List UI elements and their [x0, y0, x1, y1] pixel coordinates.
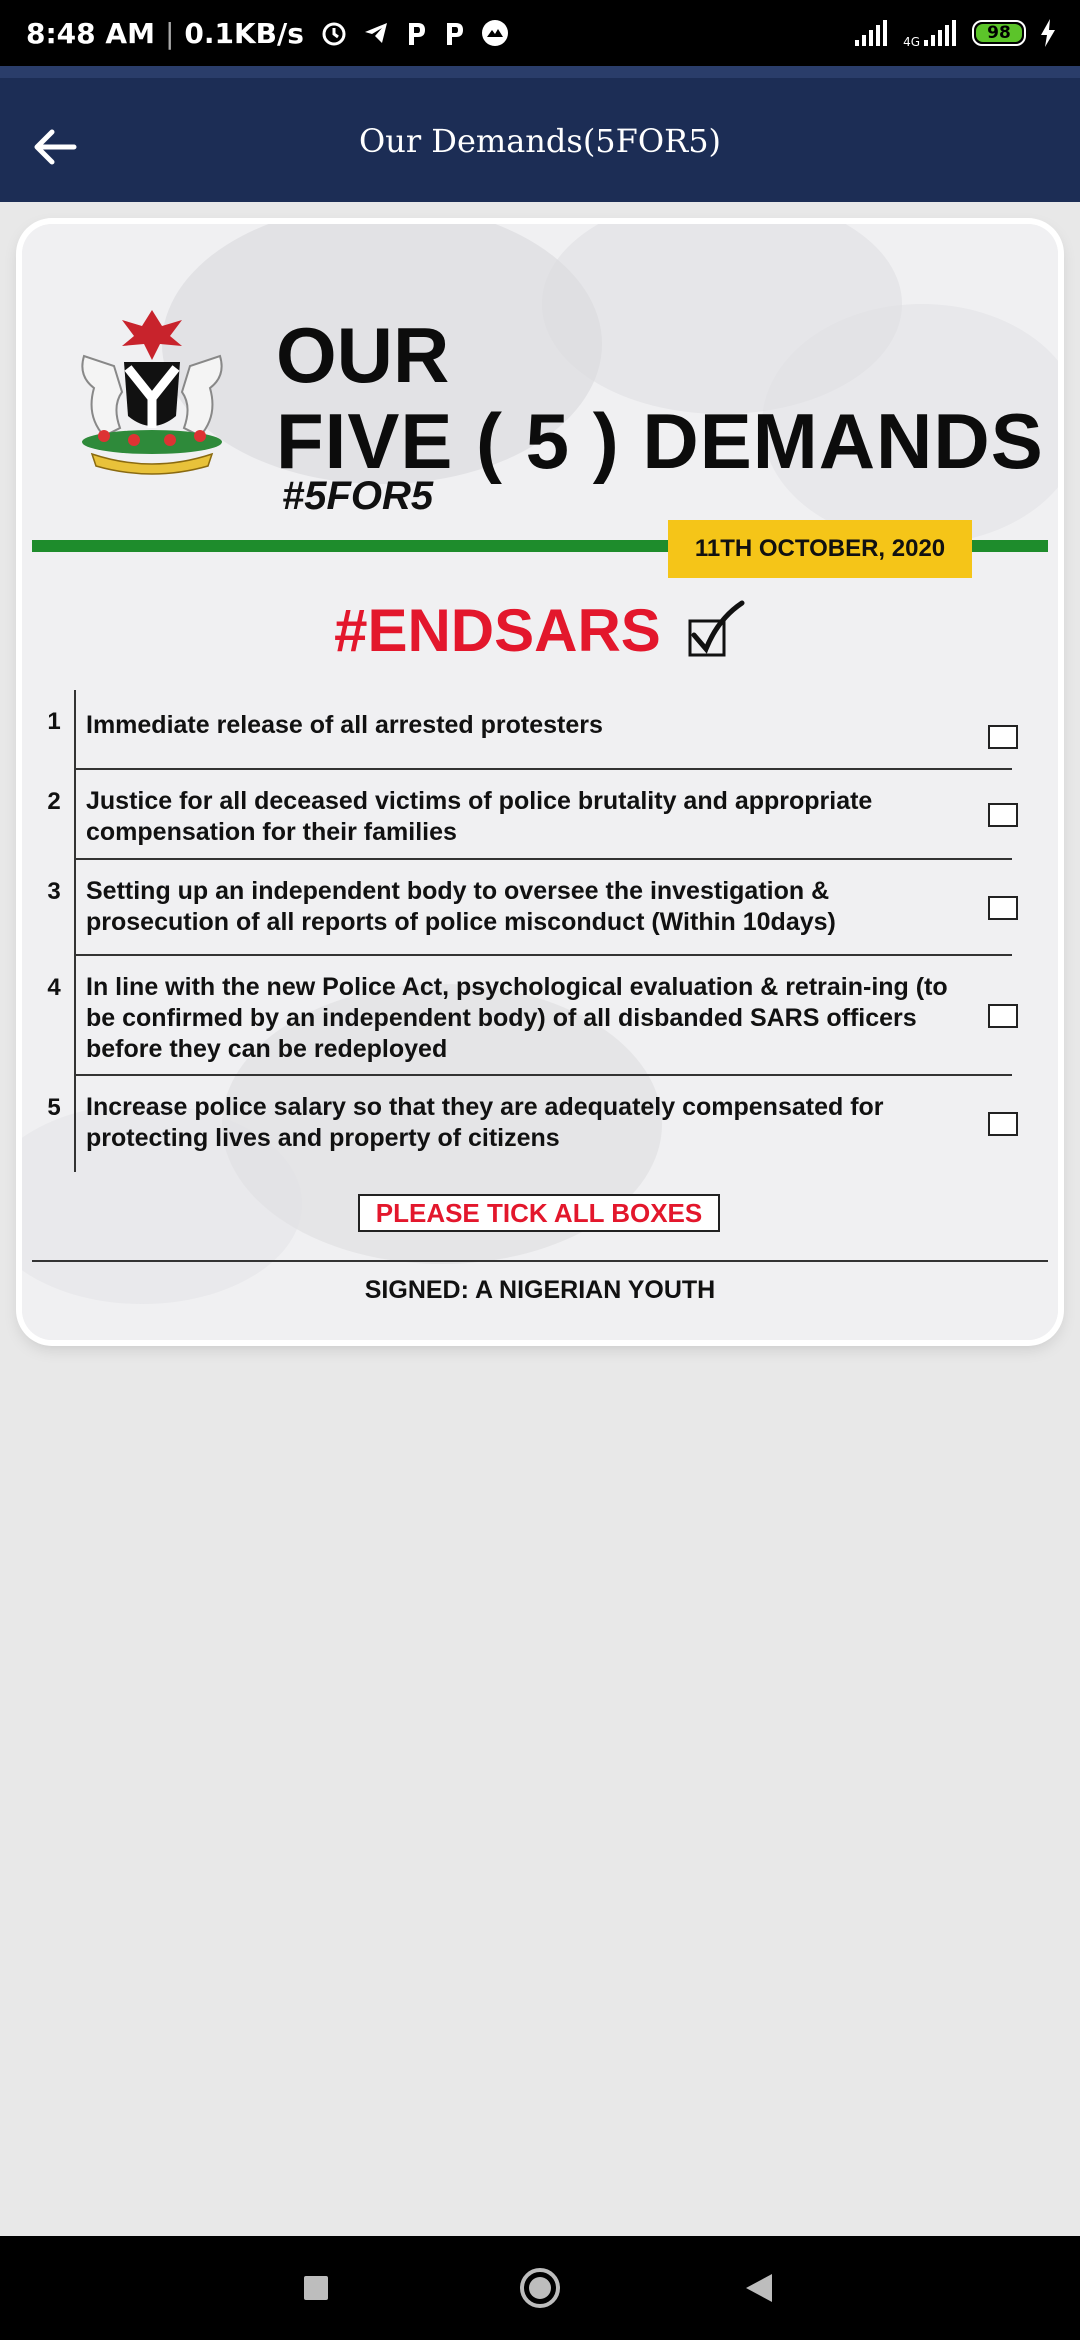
status-separator: |	[164, 16, 175, 50]
demand-text: Immediate release of all arrested protesters	[86, 711, 603, 739]
app-bar	[0, 66, 1080, 202]
demand-checkbox[interactable]	[988, 725, 1018, 749]
demand-number: 3	[47, 878, 61, 905]
checkbox-cell	[972, 1076, 1034, 1172]
bottom-divider	[32, 1260, 1048, 1262]
p-icon	[442, 19, 466, 47]
demands-poster	[22, 224, 1058, 1340]
notification-icons	[320, 18, 510, 48]
tick-all-notice: PLEASE TICK ALL BOXES	[358, 1194, 720, 1232]
demand-number: 1	[47, 708, 61, 735]
status-right	[855, 18, 1056, 48]
charging-icon	[1040, 19, 1056, 47]
battery-icon	[972, 20, 1026, 46]
p-icon	[404, 19, 428, 47]
demand-row	[34, 860, 1034, 956]
date-badge: 11TH OCTOBER, 2020	[668, 520, 972, 578]
status-bar	[0, 0, 1080, 66]
alarm-icon	[320, 19, 348, 47]
nigeria-coat-of-arms	[64, 306, 240, 478]
checkbox-cell	[972, 690, 1034, 770]
poster-heading	[276, 312, 1044, 484]
home-button[interactable]	[518, 2266, 562, 2310]
signal-icon	[855, 20, 889, 46]
demand-number: 2	[47, 788, 61, 815]
demand-checkbox[interactable]	[988, 896, 1018, 920]
endsars-row	[22, 596, 1058, 665]
network-type: 4G	[903, 35, 920, 49]
navigation-bar	[0, 2236, 1080, 2340]
status-speed: 0.1KB/s	[184, 16, 304, 50]
heading-line-2: FIVE ( 5 ) DEMANDS	[276, 397, 1044, 485]
demand-text: In line with the new Police Act, psychological evaluation & retrain-ing (to be confirmed by an independent body) of all disbanded SARS officers before they can be redeployed	[86, 973, 948, 1063]
demand-row	[34, 956, 1034, 1076]
demand-text: Justice for all deceased victims of police brutality and appropriate compensation for their families	[86, 787, 873, 846]
demand-row	[34, 1076, 1034, 1172]
demand-row	[34, 690, 1034, 770]
checkbox-cell	[972, 860, 1034, 956]
telegram-icon	[362, 19, 390, 47]
demand-checkbox[interactable]	[988, 1004, 1018, 1028]
signal-icon-2	[924, 20, 958, 46]
back-nav-button[interactable]	[744, 2272, 774, 2304]
endsars-hashtag: #ENDSARS	[334, 597, 661, 664]
status-left	[26, 17, 510, 50]
demand-checkbox[interactable]	[988, 1112, 1018, 1136]
heading-line-1: OUR	[276, 311, 450, 399]
checkbox-cell	[972, 956, 1034, 1076]
demand-text: Setting up an independent body to oversee the investigation & prosecution of all reports of police misconduct (Within 10days)	[86, 877, 836, 936]
demand-number: 4	[47, 974, 61, 1001]
checkbox-cell	[972, 770, 1034, 860]
demand-text: Increase police salary so that they are adequately compensated for protecting lives and property of citizens	[86, 1093, 884, 1152]
app-icon	[480, 18, 510, 48]
signed-text: SIGNED: A NIGERIAN YOUTH	[364, 1276, 716, 1304]
status-time: 8:48 AM	[26, 16, 155, 50]
demands-list	[34, 690, 1034, 1172]
battery-level: 98	[976, 24, 1022, 42]
checkmark-icon	[686, 599, 746, 663]
demand-row	[34, 770, 1034, 860]
page-title: Our Demands(5FOR5)	[358, 122, 722, 160]
demand-checkbox[interactable]	[988, 803, 1018, 827]
demand-number: 5	[47, 1094, 61, 1121]
hashtag-5for5: #5FOR5	[282, 474, 434, 518]
recents-button[interactable]	[302, 2274, 330, 2302]
